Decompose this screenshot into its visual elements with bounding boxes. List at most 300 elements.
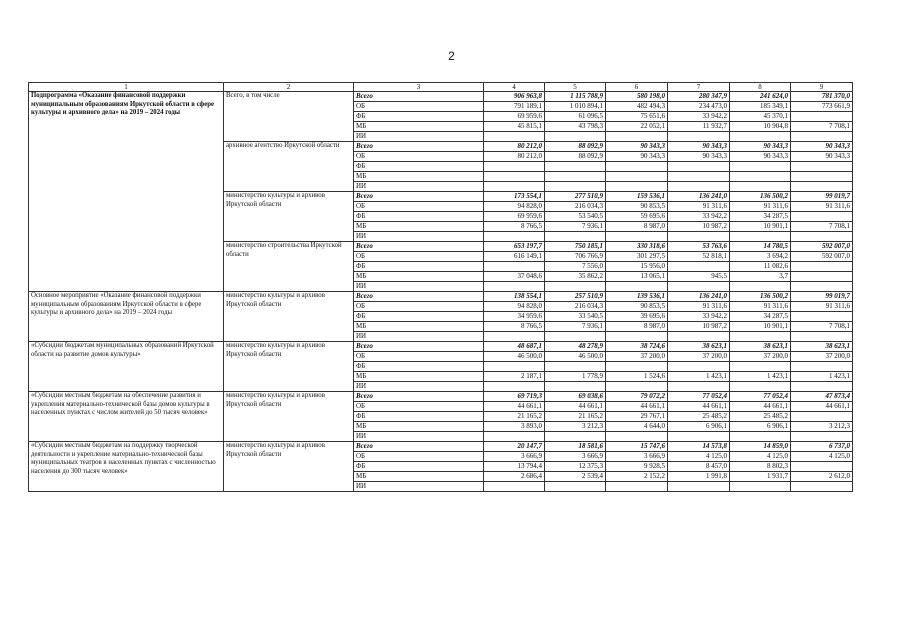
amount-cell: 25 485,2 (730, 412, 791, 422)
amount-cell: 44 661,1 (668, 402, 730, 412)
amount-cell: 43 798,3 (545, 122, 606, 132)
amount-cell: 14 573,8 (668, 442, 730, 452)
amount-cell: 94 828,0 (484, 202, 545, 212)
executor-name: Всего, в том числе (224, 92, 354, 142)
funding-source: ИИ (354, 282, 484, 292)
amount-cell (730, 172, 791, 182)
table-row (29, 292, 853, 302)
amount-cell: 1 115 788,9 (545, 92, 606, 102)
program-name: Основное мероприятие «Оказание финансовой поддержки муниципальным образованиям Иркутской области в сфере культуры и архивного дела» на 2019 – 2024 годы (29, 292, 224, 342)
amount-cell: 29 767,1 (606, 412, 668, 422)
amount-cell: 138 554,1 (484, 292, 545, 302)
program-name: «Субсидии бюджетам муниципальных образований Иркутской области на развитие домов культуры» (29, 342, 224, 392)
amount-cell: 8 766,5 (484, 322, 545, 332)
funding-source: ИИ (354, 482, 484, 492)
amount-cell (730, 382, 791, 392)
amount-cell (606, 282, 668, 292)
amount-cell (606, 362, 668, 372)
amount-cell: 90 343,3 (730, 152, 791, 162)
amount-cell (606, 182, 668, 192)
funding-source: ФБ (354, 462, 484, 472)
amount-cell: 8 766,5 (484, 222, 545, 232)
amount-cell (791, 482, 853, 492)
amount-cell: 2 539,4 (545, 472, 606, 482)
amount-cell (730, 232, 791, 242)
amount-cell: 94 828,0 (484, 302, 545, 312)
amount-cell: 7 556,0 (545, 262, 606, 272)
amount-cell (791, 132, 853, 142)
funding-source: ФБ (354, 162, 484, 172)
amount-cell: 1 423,1 (730, 372, 791, 382)
amount-cell (791, 412, 853, 422)
amount-cell: 35 862,2 (545, 272, 606, 282)
executor-name: министерство культуры и архивов Иркутской области (224, 392, 354, 442)
amount-cell: 33 540,5 (545, 312, 606, 322)
column-header: 2 (224, 83, 354, 92)
amount-cell: 22 052,1 (606, 122, 668, 132)
amount-cell: 11 082,6 (730, 262, 791, 272)
amount-cell: 592 007,0 (791, 252, 853, 262)
amount-cell (606, 132, 668, 142)
amount-cell (545, 182, 606, 192)
amount-cell: 580 198,0 (606, 92, 668, 102)
amount-cell: 53 540,5 (545, 212, 606, 222)
amount-cell: 3 212,3 (545, 422, 606, 432)
amount-cell (668, 482, 730, 492)
amount-cell: 330 318,6 (606, 242, 668, 252)
amount-cell (545, 382, 606, 392)
amount-cell: 4 125,0 (730, 452, 791, 462)
amount-cell: 2 187,1 (484, 372, 545, 382)
amount-cell: 706 766,9 (545, 252, 606, 262)
funding-source: ФБ (354, 262, 484, 272)
amount-cell (484, 432, 545, 442)
amount-cell: 3 666,9 (606, 452, 668, 462)
amount-cell: 3 666,9 (545, 452, 606, 462)
table-body (29, 83, 853, 492)
amount-cell: 257 510,9 (545, 292, 606, 302)
amount-cell (730, 282, 791, 292)
amount-cell: 7 936,1 (545, 322, 606, 332)
funding-source: Всего (354, 392, 484, 402)
amount-cell: 33 942,2 (668, 312, 730, 322)
funding-source: ОБ (354, 152, 484, 162)
executor-name: министерство культуры и архивов Иркутской области (224, 442, 354, 492)
amount-cell: 69 038,6 (545, 392, 606, 402)
amount-cell: 1 991,8 (668, 472, 730, 482)
amount-cell (668, 332, 730, 342)
amount-cell: 3 893,0 (484, 422, 545, 432)
amount-cell: 33 942,2 (668, 212, 730, 222)
amount-cell: 34 959,6 (484, 312, 545, 322)
amount-cell: 781 370,0 (791, 92, 853, 102)
amount-cell (606, 172, 668, 182)
amount-cell (484, 132, 545, 142)
funding-source: ФБ (354, 312, 484, 322)
funding-source: Всего (354, 142, 484, 152)
amount-cell (484, 172, 545, 182)
funding-source: ИИ (354, 132, 484, 142)
amount-cell: 159 536,1 (606, 192, 668, 202)
funding-source: МБ (354, 372, 484, 382)
amount-cell (606, 332, 668, 342)
funding-source: ОБ (354, 352, 484, 362)
amount-cell (484, 482, 545, 492)
amount-cell (668, 432, 730, 442)
funding-source: ФБ (354, 112, 484, 122)
amount-cell (545, 232, 606, 242)
amount-cell (606, 232, 668, 242)
amount-cell: 38 623,1 (730, 342, 791, 352)
amount-cell: 69 959,6 (484, 112, 545, 122)
column-header: 3 (354, 83, 484, 92)
amount-cell (545, 172, 606, 182)
column-header: 4 (484, 83, 545, 92)
amount-cell: 38 724,6 (606, 342, 668, 352)
amount-cell: 10 987,2 (668, 222, 730, 232)
amount-cell: 20 147,7 (484, 442, 545, 452)
amount-cell (730, 482, 791, 492)
amount-cell (545, 162, 606, 172)
amount-cell (484, 162, 545, 172)
funding-source: МБ (354, 472, 484, 482)
amount-cell: 301 297,5 (606, 252, 668, 262)
amount-cell: 38 623,1 (791, 342, 853, 352)
amount-cell: 1 931,7 (730, 472, 791, 482)
funding-source: ОБ (354, 452, 484, 462)
funding-source: ИИ (354, 232, 484, 242)
amount-cell: 37 200,0 (791, 352, 853, 362)
amount-cell: 7 936,1 (545, 222, 606, 232)
amount-cell: 9 928,5 (606, 462, 668, 472)
amount-cell: 45 370,1 (730, 112, 791, 122)
funding-source: МБ (354, 172, 484, 182)
amount-cell (484, 382, 545, 392)
amount-cell: 34 287,5 (730, 212, 791, 222)
amount-cell: 25 485,2 (668, 412, 730, 422)
amount-cell: 216 034,3 (545, 202, 606, 212)
amount-cell (668, 162, 730, 172)
amount-cell: 136 241,0 (668, 292, 730, 302)
amount-cell (791, 162, 853, 172)
amount-cell: 3,7 (730, 272, 791, 282)
amount-cell: 77 052,4 (730, 392, 791, 402)
amount-cell: 46 500,0 (484, 352, 545, 362)
amount-cell (484, 332, 545, 342)
column-header: 9 (791, 83, 853, 92)
budget-table (28, 82, 853, 492)
amount-cell: 90 343,3 (668, 152, 730, 162)
funding-source: ОБ (354, 402, 484, 412)
amount-cell: 10 904,8 (730, 122, 791, 132)
amount-cell: 6 906,1 (730, 422, 791, 432)
amount-cell: 2 612,0 (791, 472, 853, 482)
amount-cell: 653 197,7 (484, 242, 545, 252)
amount-cell: 14 780,5 (730, 242, 791, 252)
column-header: 1 (29, 83, 224, 92)
amount-cell: 69 959,6 (484, 212, 545, 222)
amount-cell: 185 349,1 (730, 102, 791, 112)
executor-name: министерство строительства Иркутской области (224, 242, 354, 292)
amount-cell: 8 987,0 (606, 322, 668, 332)
executor-name: министерство культуры и архивов Иркутской области (224, 342, 354, 392)
amount-cell: 10 987,2 (668, 322, 730, 332)
amount-cell: 44 661,1 (730, 402, 791, 412)
table-row (29, 392, 853, 402)
amount-cell (791, 172, 853, 182)
amount-cell (791, 362, 853, 372)
amount-cell (668, 232, 730, 242)
amount-cell (668, 262, 730, 272)
amount-cell: 15 956,0 (606, 262, 668, 272)
amount-cell: 80 212,0 (484, 152, 545, 162)
amount-cell (484, 282, 545, 292)
column-header: 7 (668, 83, 730, 92)
amount-cell: 91 311,6 (791, 302, 853, 312)
amount-cell: 90 343,3 (606, 152, 668, 162)
amount-cell: 90 343,3 (606, 142, 668, 152)
page-number: 2 (448, 49, 455, 63)
amount-cell (668, 172, 730, 182)
amount-cell: 91 311,6 (730, 302, 791, 312)
amount-cell (484, 362, 545, 372)
amount-cell: 8 802,3 (730, 462, 791, 472)
amount-cell: 37 200,0 (606, 352, 668, 362)
amount-cell (484, 182, 545, 192)
amount-cell: 44 661,1 (791, 402, 853, 412)
amount-cell: 1 423,1 (791, 372, 853, 382)
amount-cell (668, 382, 730, 392)
amount-cell: 34 287,5 (730, 312, 791, 322)
executor-name: министерство культуры и архивов Иркутской области (224, 292, 354, 342)
funding-source: МБ (354, 422, 484, 432)
amount-cell: 90 343,3 (791, 152, 853, 162)
amount-cell: 91 311,6 (730, 202, 791, 212)
amount-cell: 136 500,2 (730, 192, 791, 202)
funding-source: Всего (354, 242, 484, 252)
amount-cell: 46 500,0 (545, 352, 606, 362)
amount-cell: 906 963,8 (484, 92, 545, 102)
amount-cell: 8 457,0 (668, 462, 730, 472)
amount-cell: 45 815,1 (484, 122, 545, 132)
amount-cell: 1 778,9 (545, 372, 606, 382)
funding-source: ФБ (354, 212, 484, 222)
column-header: 5 (545, 83, 606, 92)
column-header: 6 (606, 83, 668, 92)
amount-cell: 44 661,1 (606, 402, 668, 412)
amount-cell: 7 708,1 (791, 122, 853, 132)
amount-cell: 482 494,3 (606, 102, 668, 112)
amount-cell: 33 942,2 (668, 112, 730, 122)
amount-cell: 18 581,6 (545, 442, 606, 452)
amount-cell: 37 048,6 (484, 272, 545, 282)
amount-cell (791, 332, 853, 342)
amount-cell: 4 125,0 (668, 452, 730, 462)
amount-cell: 2 686,4 (484, 472, 545, 482)
amount-cell (668, 282, 730, 292)
funding-source: ОБ (354, 302, 484, 312)
amount-cell (668, 132, 730, 142)
funding-source: МБ (354, 322, 484, 332)
amount-cell: 69 719,3 (484, 392, 545, 402)
funding-source: ФБ (354, 412, 484, 422)
amount-cell: 945,5 (668, 272, 730, 282)
amount-cell (606, 162, 668, 172)
amount-cell: 8 987,0 (606, 222, 668, 232)
amount-cell: 79 072,2 (606, 392, 668, 402)
funding-source: ИИ (354, 382, 484, 392)
amount-cell (791, 312, 853, 322)
funding-source: ОБ (354, 252, 484, 262)
funding-source: Всего (354, 92, 484, 102)
amount-cell (545, 362, 606, 372)
amount-cell: 13 794,4 (484, 462, 545, 472)
amount-cell: 90 343,3 (791, 142, 853, 152)
amount-cell (730, 332, 791, 342)
amount-cell: 48 687,1 (484, 342, 545, 352)
amount-cell (668, 182, 730, 192)
amount-cell: 90 853,5 (606, 302, 668, 312)
funding-source: Всего (354, 342, 484, 352)
amount-cell: 11 932,7 (668, 122, 730, 132)
amount-cell: 90 343,3 (668, 142, 730, 152)
funding-source: ОБ (354, 202, 484, 212)
funding-source: МБ (354, 272, 484, 282)
amount-cell: 80 212,0 (484, 142, 545, 152)
header-row (29, 83, 853, 92)
amount-cell: 136 500,2 (730, 292, 791, 302)
amount-cell (730, 362, 791, 372)
amount-cell: 139 536,1 (606, 292, 668, 302)
amount-cell: 216 034,3 (545, 302, 606, 312)
amount-cell: 12 375,3 (545, 462, 606, 472)
amount-cell (545, 482, 606, 492)
amount-cell (791, 462, 853, 472)
amount-cell (484, 262, 545, 272)
amount-cell: 37 200,0 (668, 352, 730, 362)
executor-name: архивное агентство Иркутской области (224, 142, 354, 192)
amount-cell: 21 165,2 (484, 412, 545, 422)
amount-cell: 6 737,0 (791, 442, 853, 452)
amount-cell: 52 818,1 (668, 252, 730, 262)
funding-source: Всего (354, 292, 484, 302)
amount-cell (730, 182, 791, 192)
executor-name: министерство культуры и архивов Иркутской области (224, 192, 354, 242)
program-name: Подпрограмма «Оказание финансовой поддержки муниципальным образованиям Иркутской области в сфере культуры и архивного дела» на 2019 – 2024 годы (29, 92, 224, 292)
amount-cell: 3 212,3 (791, 422, 853, 432)
amount-cell: 77 052,4 (668, 392, 730, 402)
amount-cell: 4 125,0 (791, 452, 853, 462)
funding-source: Всего (354, 442, 484, 452)
amount-cell: 773 661,9 (791, 102, 853, 112)
amount-cell: 38 623,1 (668, 342, 730, 352)
amount-cell: 88 092,9 (545, 142, 606, 152)
amount-cell (545, 432, 606, 442)
amount-cell (545, 132, 606, 142)
amount-cell: 13 065,1 (606, 272, 668, 282)
amount-cell (668, 362, 730, 372)
amount-cell (484, 232, 545, 242)
table-row (29, 92, 853, 102)
program-name: «Субсидии местным бюджетам на обеспечение развития и укрепления материально-технической базы домов культуры в населенных пунктах с числом жителей до 50 тысяч человек» (29, 392, 224, 442)
funding-source: ИИ (354, 432, 484, 442)
amount-cell: 91 311,6 (791, 202, 853, 212)
amount-cell: 173 554,1 (484, 192, 545, 202)
amount-cell (545, 282, 606, 292)
amount-cell: 91 311,6 (668, 202, 730, 212)
amount-cell (791, 212, 853, 222)
amount-cell: 99 019,7 (791, 292, 853, 302)
amount-cell: 6 906,1 (668, 422, 730, 432)
program-name: «Субсидии местным бюджетам на поддержку творческой деятельности и укрепление материально-технической базы муниципальных театров в населенных пунктах с численностью населения до 300 тысяч человек» (29, 442, 224, 492)
amount-cell: 44 661,1 (484, 402, 545, 412)
amount-cell: 1 010 894,1 (545, 102, 606, 112)
amount-cell: 53 763,6 (668, 242, 730, 252)
amount-cell (730, 162, 791, 172)
amount-cell: 750 185,1 (545, 242, 606, 252)
amount-cell: 280 347,9 (668, 92, 730, 102)
amount-cell (791, 272, 853, 282)
funding-source: Всего (354, 192, 484, 202)
amount-cell (791, 112, 853, 122)
funding-source: МБ (354, 222, 484, 232)
amount-cell: 10 901,1 (730, 222, 791, 232)
amount-cell (730, 432, 791, 442)
amount-cell: 39 695,6 (606, 312, 668, 322)
amount-cell: 1 423,1 (668, 372, 730, 382)
amount-cell: 791 189,1 (484, 102, 545, 112)
funding-source: ИИ (354, 182, 484, 192)
amount-cell: 4 644,0 (606, 422, 668, 432)
amount-cell: 90 343,3 (730, 142, 791, 152)
amount-cell: 277 510,9 (545, 192, 606, 202)
amount-cell: 10 901,1 (730, 322, 791, 332)
amount-cell: 21 165,2 (545, 412, 606, 422)
amount-cell: 59 695,6 (606, 212, 668, 222)
amount-cell: 47 873,4 (791, 392, 853, 402)
amount-cell: 88 092,9 (545, 152, 606, 162)
amount-cell (791, 432, 853, 442)
amount-cell: 3 694,2 (730, 252, 791, 262)
amount-cell: 48 278,9 (545, 342, 606, 352)
amount-cell: 616 149,1 (484, 252, 545, 262)
amount-cell: 2 152,2 (606, 472, 668, 482)
amount-cell: 91 311,6 (668, 302, 730, 312)
amount-cell: 136 241,0 (668, 192, 730, 202)
amount-cell (791, 262, 853, 272)
amount-cell: 44 661,1 (545, 402, 606, 412)
amount-cell: 14 859,0 (730, 442, 791, 452)
amount-cell: 37 200,0 (730, 352, 791, 362)
amount-cell: 3 666,9 (484, 452, 545, 462)
amount-cell: 61 096,5 (545, 112, 606, 122)
amount-cell: 15 747,6 (606, 442, 668, 452)
column-header: 8 (730, 83, 791, 92)
amount-cell: 241 624,0 (730, 92, 791, 102)
amount-cell (545, 332, 606, 342)
amount-cell: 1 524,6 (606, 372, 668, 382)
amount-cell (606, 382, 668, 392)
funding-source: ИИ (354, 332, 484, 342)
table-row (29, 342, 853, 352)
amount-cell: 592 007,0 (791, 242, 853, 252)
funding-source: МБ (354, 122, 484, 132)
amount-cell (791, 382, 853, 392)
amount-cell (791, 232, 853, 242)
amount-cell (791, 182, 853, 192)
amount-cell: 90 853,5 (606, 202, 668, 212)
amount-cell: 99 019,7 (791, 192, 853, 202)
